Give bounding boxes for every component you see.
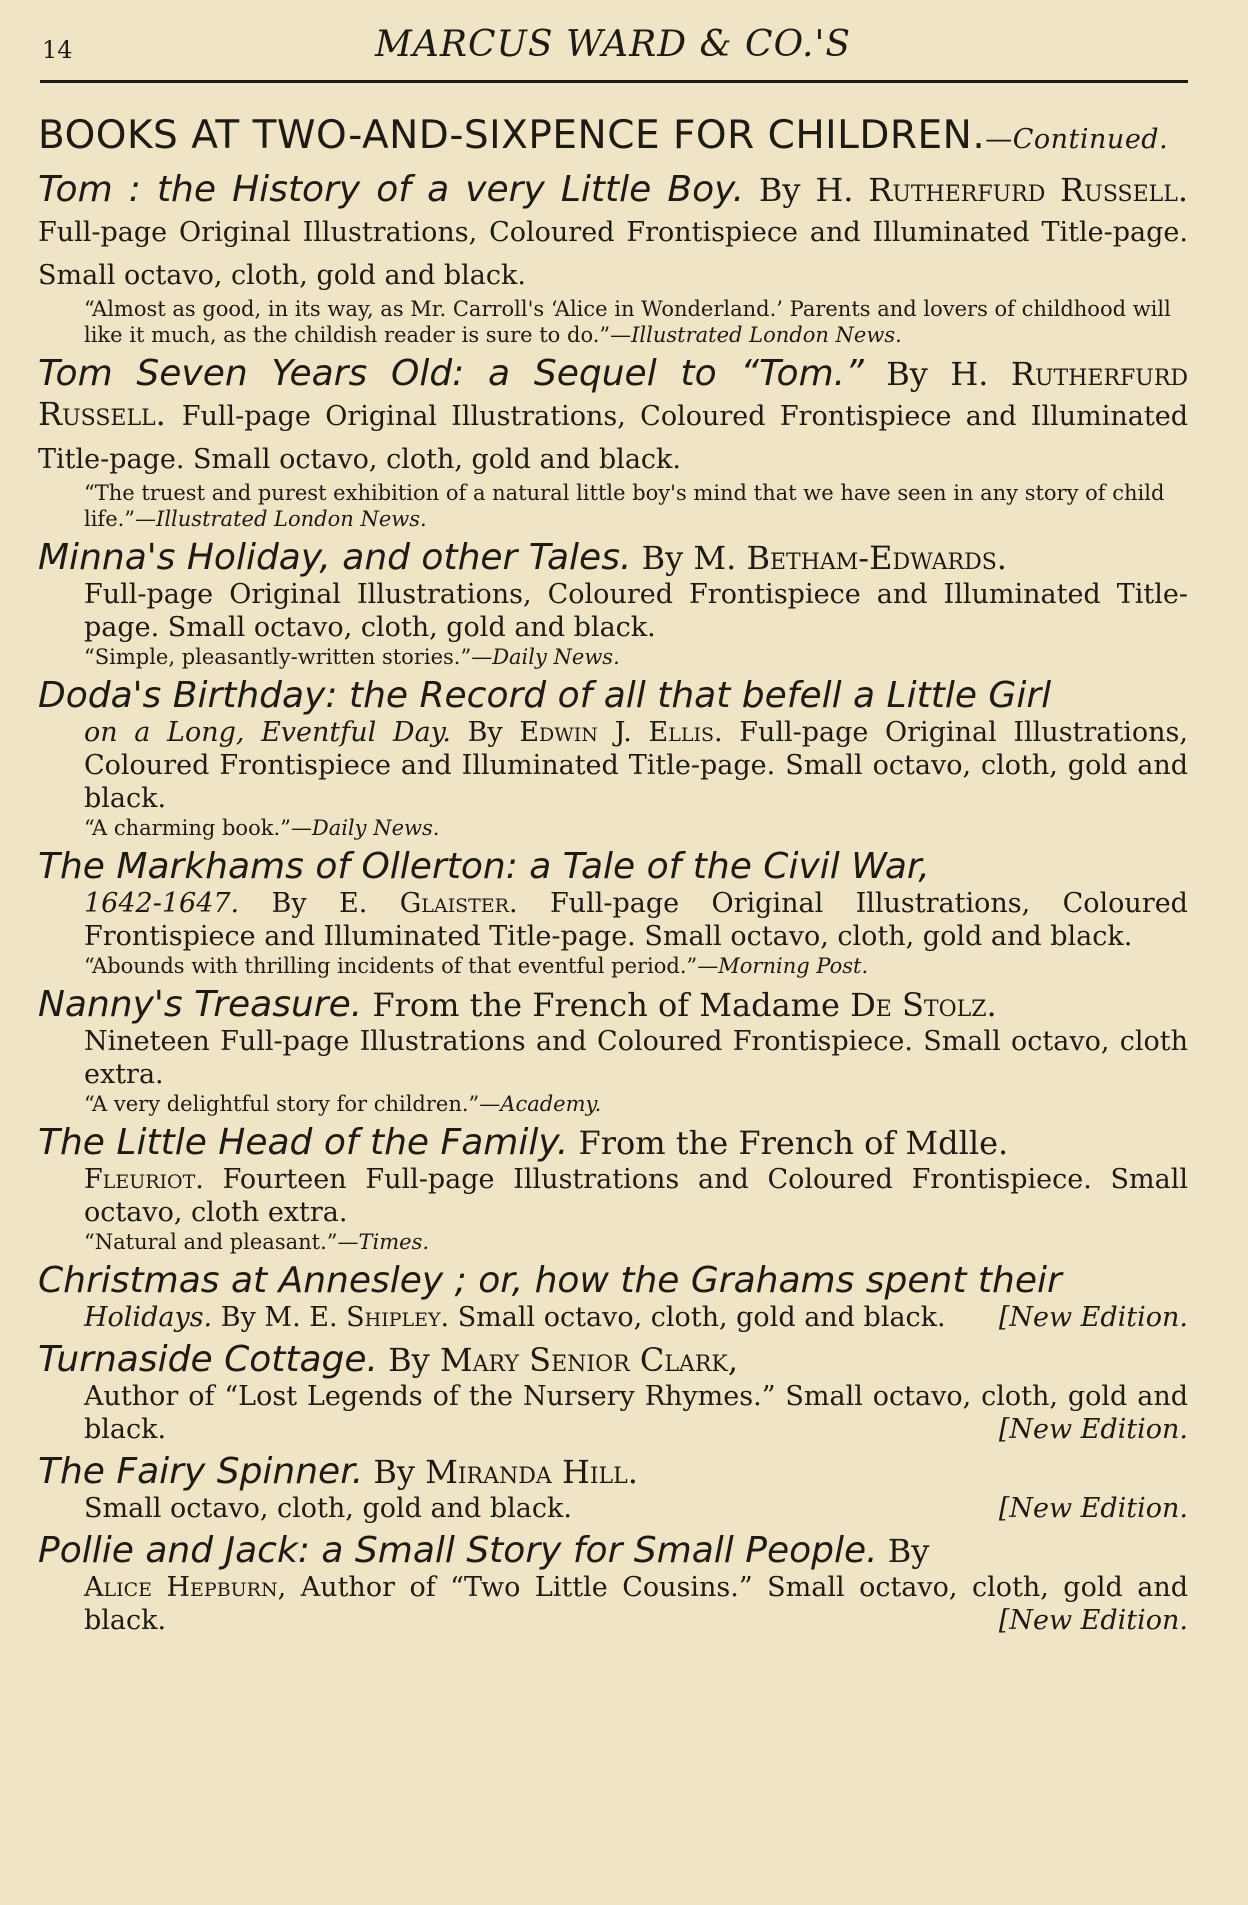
book-title: Pollie and Jack: a Small Story for Small People. <box>38 1530 878 1571</box>
book-by: By <box>467 717 503 748</box>
entry-heading <box>38 985 1188 1025</box>
entry-heading <box>38 1261 1188 1301</box>
quote-source: Illustrated London News. <box>156 507 427 531</box>
entry-heading <box>38 847 1188 887</box>
book-entry <box>38 1123 1188 1255</box>
book-author: Edwin J. Ellis. <box>519 717 723 748</box>
book-details <box>38 1571 1188 1637</box>
book-description: Full-page Original Illustrations, Coloured Frontispiece and Illuminated Title-page. Small octavo, cloth, gold and black. <box>84 717 1188 814</box>
book-subtitle: 1642-1647. <box>84 888 240 919</box>
book-by: By M. E. <box>220 1302 338 1333</box>
book-details <box>38 1492 1188 1525</box>
book-description: Small octavo, cloth, gold and black. <box>84 1493 572 1524</box>
book-by: By H. <box>758 171 854 209</box>
book-entry <box>38 1452 1188 1525</box>
review-quote <box>38 953 1188 979</box>
book-title: Doda's Birthday: the Record of all that befell a Little Girl <box>38 675 1052 716</box>
book-author: Betham-Edwards. <box>746 539 1007 577</box>
entry-heading <box>38 354 1188 480</box>
quote-source: Daily News. <box>311 816 440 840</box>
edition-note: [New Edition. <box>998 1493 1188 1524</box>
book-entry <box>38 1531 1188 1637</box>
book-details <box>38 887 1188 953</box>
review-quote <box>38 1229 1188 1255</box>
book-author: Miranda Hill. <box>425 1453 638 1491</box>
entry-heading <box>38 538 1188 578</box>
quote-text: “Abounds with thrilling incidents of that eventful period.”— <box>84 954 719 978</box>
book-entry <box>38 538 1188 670</box>
edition-note: [New Edition. <box>998 1302 1188 1333</box>
book-title: Tom Seven Years Old: a Sequel to “Tom.” <box>38 353 864 394</box>
edition-note: [New Edition. <box>998 1414 1188 1445</box>
book-title: Christmas at Annesley ; or, how the Grahams spent their <box>38 1260 1062 1301</box>
quote-source: Daily News. <box>492 645 620 669</box>
book-entry <box>38 985 1188 1117</box>
header-rule <box>40 80 1188 83</box>
book-by: By M. <box>641 539 737 577</box>
book-author: Mary Senior Clark, <box>439 1341 738 1379</box>
section-heading <box>38 112 1188 164</box>
book-details <box>38 1380 1188 1446</box>
book-subtitle: on a Long, Eventful Day. <box>84 717 451 748</box>
quote-source: Morning Post. <box>718 954 869 978</box>
book-by: From the French of Madame <box>372 986 840 1024</box>
book-description: Small octavo, cloth, gold and black. <box>457 1302 946 1333</box>
review-quote <box>38 480 1188 532</box>
book-description: Author of “Two Little Cousins.” Small octavo, cloth, gold and black. <box>84 1572 1188 1636</box>
continued-label: —Continued. <box>985 124 1169 155</box>
book-description: Full-page Original Illustrations, Coloured Frontispiece and Illuminated Title-page. Small octavo, cloth, gold and black. <box>38 401 1188 475</box>
entry-heading <box>38 1452 1188 1492</box>
book-description: Fourteen Full-page Illustrations and Coloured Frontispiece. Small octavo, cloth extra. <box>84 1164 1188 1228</box>
book-title: Tom : the History of a very Little Boy. <box>38 169 745 210</box>
book-entry <box>38 1261 1188 1334</box>
book-description: Full-page Original Illustrations, Coloured Frontispiece and Illuminated Title-page. Small octavo, cloth, gold and black. <box>38 217 1188 291</box>
book-by: By <box>388 1341 430 1379</box>
book-by: By E. <box>271 888 368 919</box>
section-heading-text: BOOKS AT TWO-AND-SIXPENCE FOR CHILDREN. <box>38 113 986 158</box>
book-title: The Markhams of Ollerton: a Tale of the Civil War, <box>38 846 930 887</box>
page-number: 14 <box>42 36 73 64</box>
book-by: From the French of Mdlle. <box>578 1124 1009 1162</box>
running-head <box>38 0 1188 78</box>
book-entry <box>38 354 1188 532</box>
book-author: De Stolz. <box>850 986 997 1024</box>
book-details <box>38 716 1188 815</box>
book-author: Glaister. <box>399 888 518 919</box>
review-quote <box>38 1091 1188 1117</box>
entry-heading <box>38 1123 1188 1163</box>
book-description: Author of “Lost Legends of the Nursery Rhymes.” Small octavo, cloth, gold and black. <box>84 1381 1188 1445</box>
book-author: Shipley. <box>346 1302 450 1333</box>
quote-source: Times. <box>358 1230 430 1254</box>
book-entry <box>38 1340 1188 1446</box>
book-author: Alice Hepburn, <box>84 1572 287 1603</box>
quote-text: “A charming book.”— <box>84 816 312 840</box>
book-title: Turnaside Cottage. <box>38 1339 378 1380</box>
book-details <box>38 1301 1188 1334</box>
book-entry <box>38 847 1188 979</box>
quote-text: “Simple, pleasantly-written stories.”— <box>84 645 493 669</box>
edition-note: [New Edition. <box>998 1605 1188 1636</box>
review-quote <box>38 644 1188 670</box>
book-description: Nineteen Full-page Illustrations and Coloured Frontispiece. Small octavo, cloth extra. <box>84 1026 1188 1090</box>
book-author: Rutherfurd Russell. <box>38 355 1189 433</box>
book-author: Rutherfurd Russell. <box>868 171 1189 209</box>
review-quote <box>38 296 1188 348</box>
book-by: By <box>373 1453 415 1491</box>
book-entry <box>38 170 1188 348</box>
book-entry <box>38 676 1188 841</box>
review-quote <box>38 815 1188 841</box>
quote-text: “The truest and purest exhibition of a natural little boy's mind that we have seen in any story of child life.”— <box>84 481 1165 531</box>
entry-heading <box>38 1531 1188 1571</box>
quote-source: Academy. <box>500 1092 602 1116</box>
entry-heading <box>38 676 1188 716</box>
quote-text: “Natural and pleasant.”— <box>84 1230 359 1254</box>
book-title: The Little Head of the Family. <box>38 1122 569 1163</box>
quote-source: Illustrated London News. <box>631 323 902 347</box>
entry-heading <box>38 170 1188 296</box>
book-description: Full-page Original Illustrations, Coloured Frontispiece and Illuminated Title-page. Small octavo, cloth, gold and black. <box>84 579 1188 643</box>
running-title: MARCUS WARD & CO.'S <box>374 24 851 65</box>
book-author: Fleuriot. <box>84 1164 204 1195</box>
book-details <box>38 1163 1188 1229</box>
book-title: Nanny's Treasure. <box>38 984 363 1025</box>
quote-text: “A very delightful story for children.”— <box>84 1092 501 1116</box>
book-title: The Fairy Spinner. <box>38 1451 364 1492</box>
entry-heading <box>38 1340 1188 1380</box>
book-title: Minna's Holiday, and other Tales. <box>38 537 632 578</box>
book-by: By H. <box>886 355 989 393</box>
book-subtitle: Holidays. <box>84 1302 213 1333</box>
book-by: By <box>887 1532 930 1570</box>
quote-text: “Almost as good, in its way, as Mr. Carroll's ‘Alice in Wonderland.’ Parents and lovers of childhood will like it much, as the childish reader is sure to do.”— <box>84 297 1171 347</box>
book-description: Full-page Original Illustrations, Coloured Frontispiece and Illuminated Title-page. Small octavo, cloth, gold and black. <box>84 888 1188 952</box>
